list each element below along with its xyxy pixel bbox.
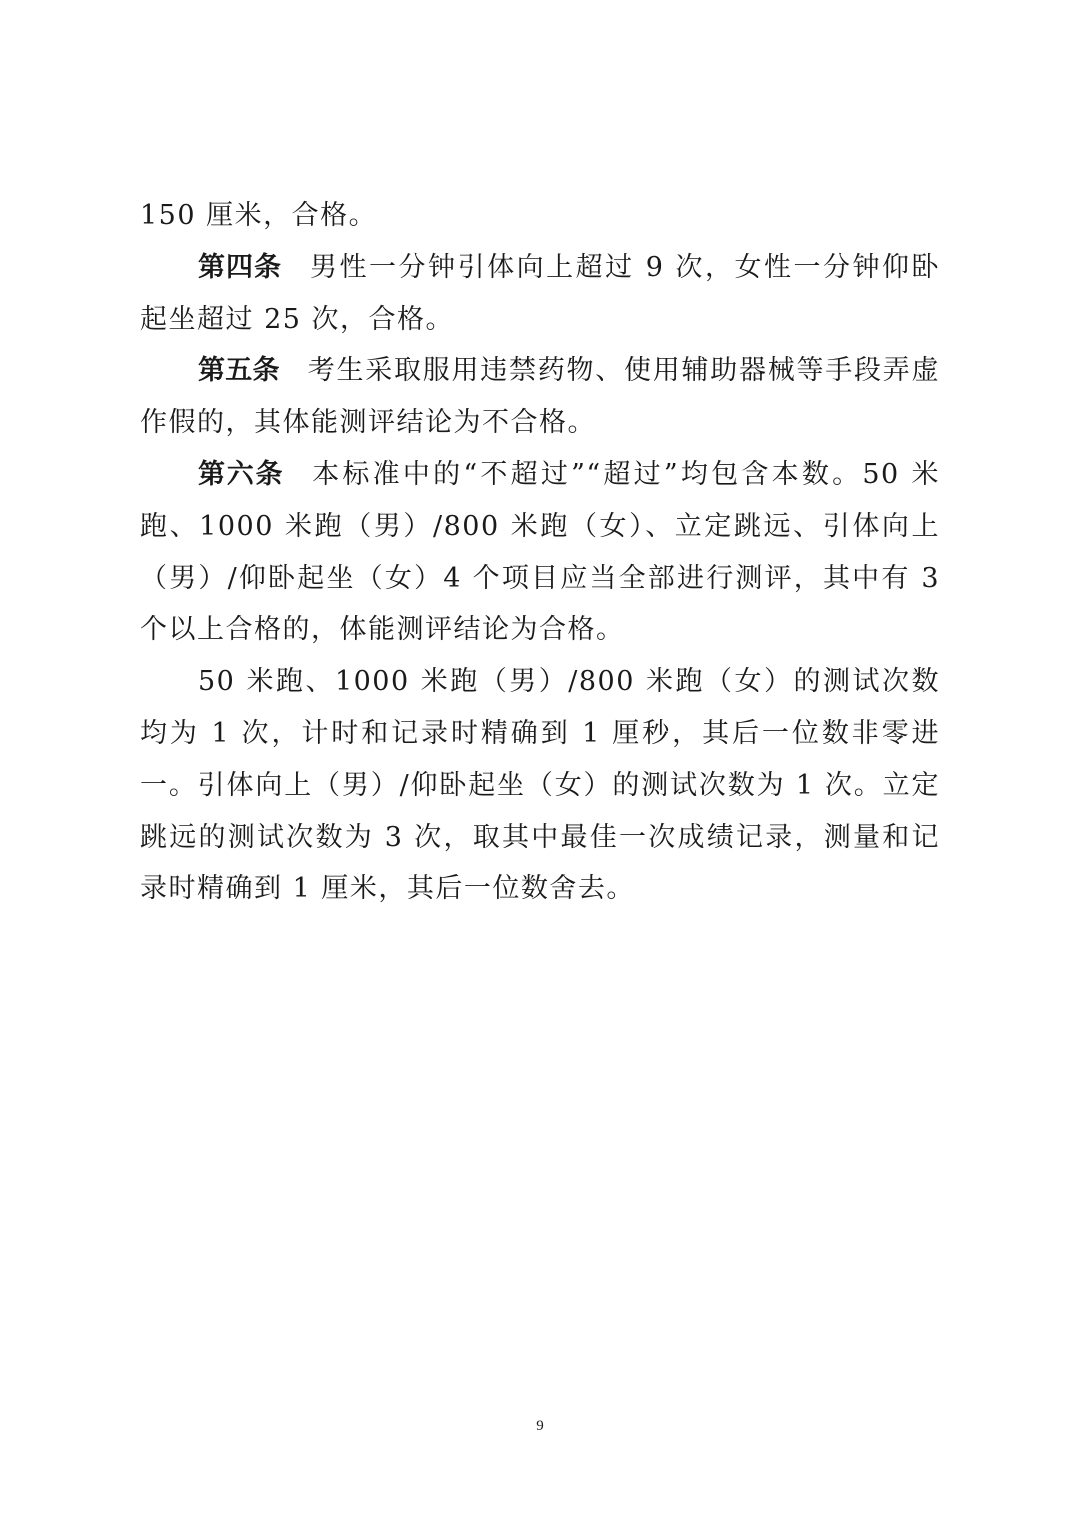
paragraph-continuation: [140, 190, 940, 242]
paragraph-text: 男性一分钟引体向上超过 9 次，女性一分钟仰卧起坐超过 25 次，合格。: [140, 251, 941, 335]
paragraph-text: 考生采取服用违禁药物、使用辅助器械等手段弄虚作假的，其体能测评结论为不合格。: [140, 355, 940, 439]
paragraph-article-4: [140, 242, 940, 346]
article-label: 第六条: [198, 458, 285, 490]
paragraph-test-rules: [140, 656, 940, 915]
paragraph-article-6: [140, 449, 940, 656]
paragraph-text: 150 厘米，合格。: [140, 200, 378, 231]
page-number: 9: [536, 1418, 544, 1434]
article-label: 第四条: [198, 251, 283, 283]
document-body: [140, 190, 940, 915]
article-label: 第五条: [198, 355, 280, 387]
paragraph-text: 50 米跑、1000 米跑（男）/800 米跑（女）的测试次数均为 1 次，计时和记录时精确到 1 厘秒，其后一位数非零进一。引体向上（男）/仰卧起坐（女）的测试次数为 1 次。立定跳远的测试次数为 3 次，取其中最佳一次成绩记录，测量和记录时精确到 1 厘米，其后一位数舍去。: [140, 666, 940, 905]
paragraph-article-5: [140, 345, 940, 449]
paragraph-text: 本标准中的“不超过”“超过”均包含本数。50 米跑、1000 米跑（男）/800 米跑（女）、立定跳远、引体向上（男）/仰卧起坐（女）4 个项目应当全部进行测评，其中有 3 个以上合格的，体能测评结论为合格。: [140, 458, 941, 646]
